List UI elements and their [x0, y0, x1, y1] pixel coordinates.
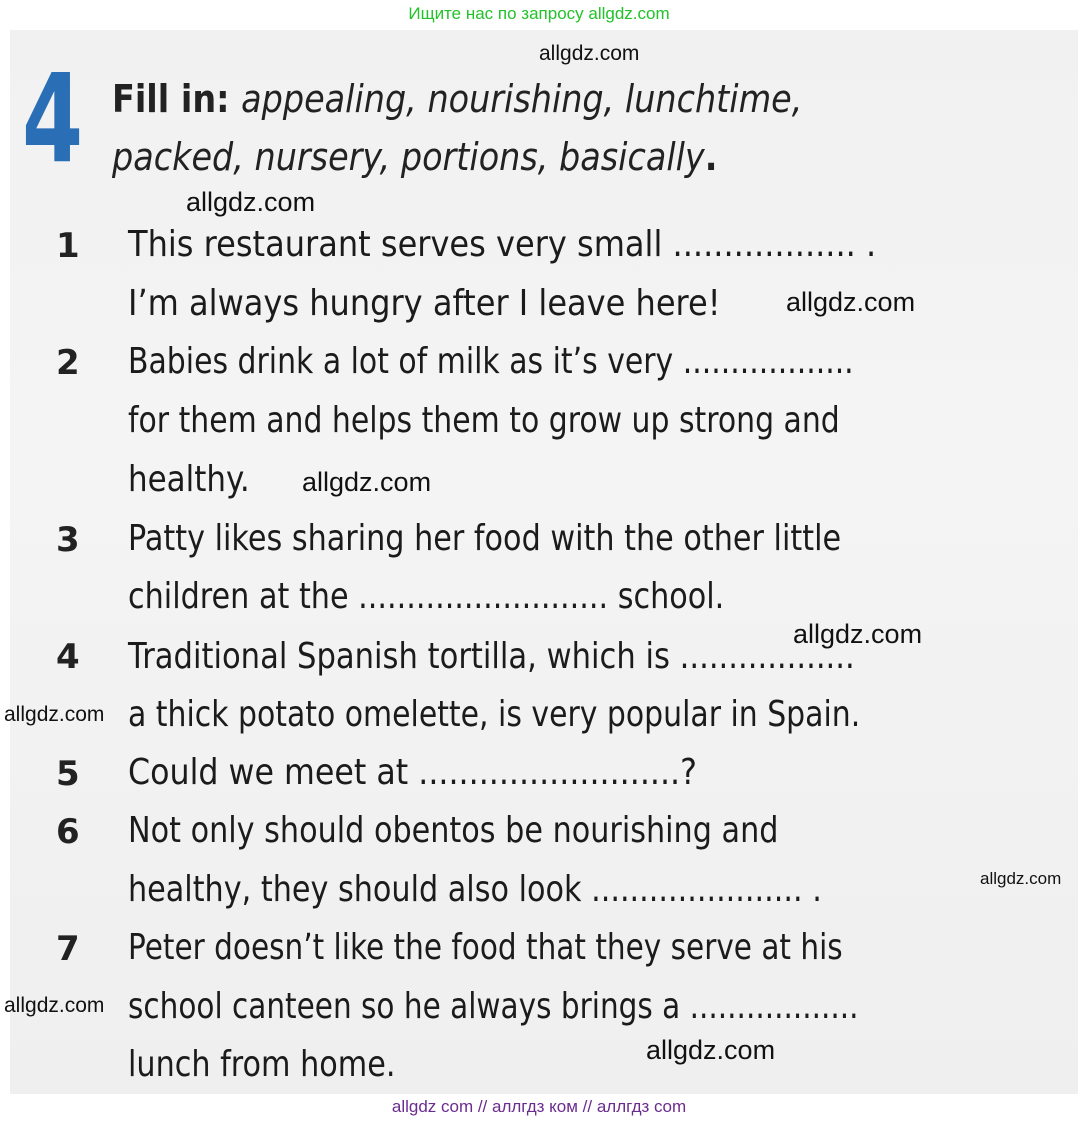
instruction-words-line1: appealing, nourishing, lunchtime, — [241, 77, 803, 121]
instruction-end: . — [704, 135, 718, 179]
top-banner: Ищите нас по запросу allgdz.com — [408, 4, 670, 23]
item-line: I’m always hungry after I leave here! — [128, 283, 721, 324]
item-line: healthy, they should also look ...................... . — [128, 869, 822, 910]
exercise-instruction — [112, 70, 904, 186]
bottom-banner: allgdz com // аллгдз ком // аллгдз com — [391, 1097, 687, 1116]
item-line: Peter doesn’t like the food that they serve at his — [128, 927, 843, 968]
watermark: allgdz.com — [4, 994, 105, 1017]
item-number: 1 — [56, 226, 80, 266]
item-number: 6 — [56, 812, 80, 852]
watermark: allgdz.com — [786, 287, 916, 317]
item-line: Traditional Spanish tortilla, which is .................. — [128, 636, 855, 677]
item-line: children at the .......................... school. — [128, 576, 725, 617]
watermark: allgdz.com — [4, 703, 105, 726]
item-line: a thick potato omelette, is very popular in Spain. — [128, 694, 861, 735]
item-line: lunch from home. — [128, 1044, 396, 1085]
instruction-words-line2: packed, nursery, portions, basically — [112, 135, 705, 179]
item-number: 7 — [56, 929, 80, 969]
watermark: allgdz.com — [539, 42, 640, 65]
item-line: Not only should obentos be nourishing and — [128, 810, 779, 851]
item-line: for them and helps them to grow up strong and — [128, 400, 840, 441]
instruction-lead: Fill in: — [112, 77, 242, 121]
watermark: allgdz.com — [302, 467, 432, 497]
item-line: Babies drink a lot of milk as it’s very .................. — [128, 341, 854, 382]
item-number: 5 — [56, 754, 80, 794]
watermark: allgdz.com — [186, 187, 316, 217]
watermark: allgdz.com — [646, 1035, 776, 1065]
item-line: This restaurant serves very small .................. . — [128, 224, 877, 265]
watermark: allgdz.com — [980, 869, 1062, 888]
exercise-number: 4 — [22, 48, 84, 190]
item-line: Could we meet at ..........................? — [128, 752, 697, 793]
item-number: 2 — [56, 343, 80, 383]
item-number: 3 — [56, 520, 80, 560]
item-line: healthy. — [128, 459, 250, 500]
item-number: 4 — [56, 637, 80, 677]
item-line: Patty likes sharing her food with the other little — [128, 518, 842, 559]
watermark: allgdz.com — [793, 619, 923, 649]
item-line: school canteen so he always brings a .................. — [128, 986, 859, 1027]
